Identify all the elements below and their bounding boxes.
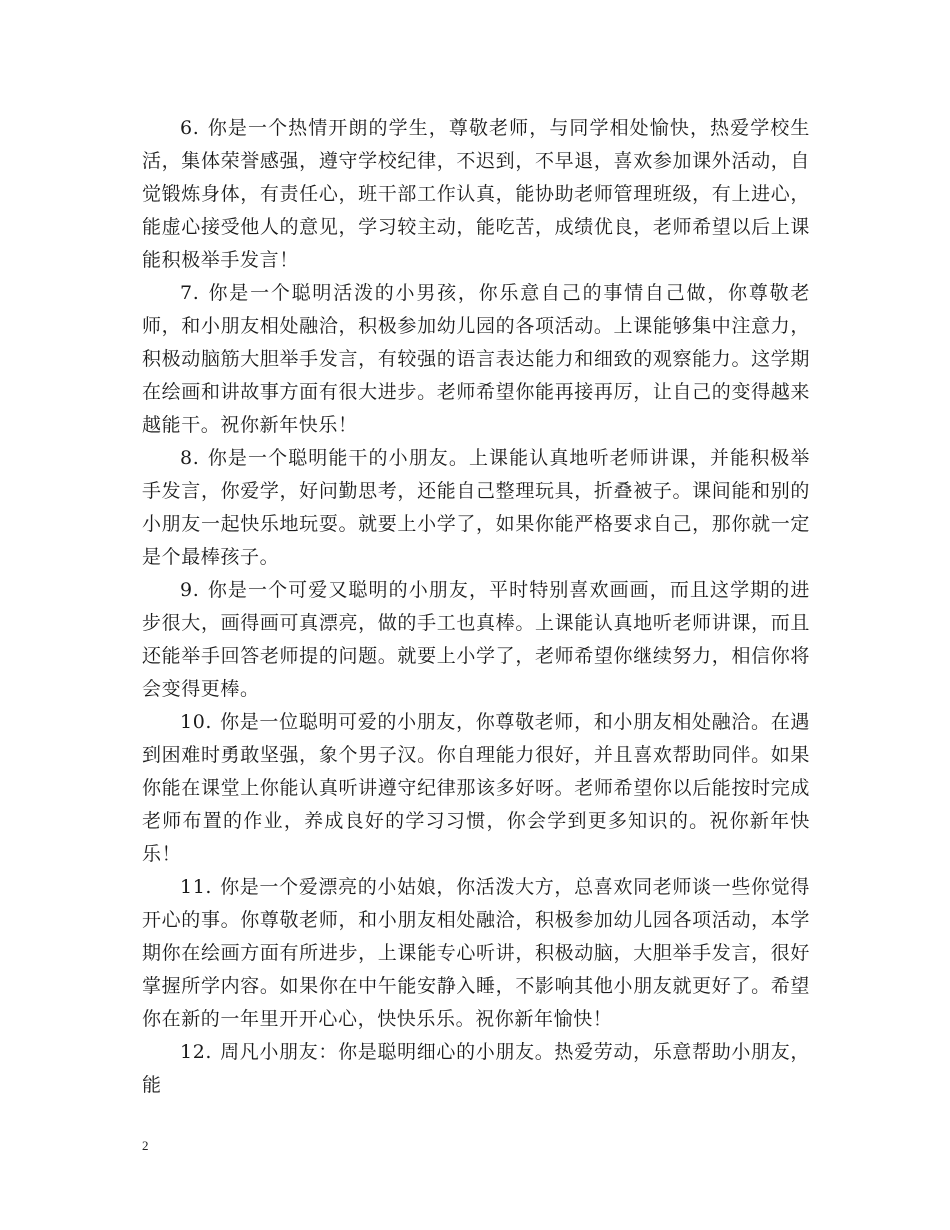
paragraph-8 bbox=[142, 442, 810, 574]
paragraph-9 bbox=[142, 574, 810, 706]
paragraph-number: 11. bbox=[180, 876, 213, 898]
paragraph-number: 9. bbox=[180, 579, 200, 601]
document-body bbox=[142, 112, 810, 1102]
paragraph-text: 你是一个聪明活泼的小男孩，你乐意自己的事情自己做，你尊敬老师，和小朋友相处融洽，积极参加幼儿园的各项活动。上课能够集中注意力，积极动脑筋大胆举手发言，有较强的语言表达能力和细致的观察能力。这学期在绘画和讲故事方面有很大进步。老师希望你能再接再厉，让自己的变得越来越能干。祝你新年快乐！ bbox=[142, 282, 810, 436]
paragraph-text: 你是一个热情开朗的学生，尊敬老师，与同学相处愉快，热爱学校生活，集体荣誉感强，遵守学校纪律，不迟到，不早退，喜欢参加课外活动，自觉锻炼身体，有责任心，班干部工作认真，能协助老师管理班级，有上进心，能虚心接受他人的意见，学习较主动，能吃苦，成绩优良，老师希望以后上课能积极举手发言！ bbox=[142, 117, 810, 271]
paragraph-10 bbox=[142, 706, 810, 871]
paragraph-12 bbox=[142, 1036, 810, 1102]
paragraph-number: 7. bbox=[180, 282, 200, 304]
paragraph-number: 10. bbox=[180, 711, 213, 733]
paragraph-7 bbox=[142, 277, 810, 442]
paragraph-text: 你是一个爱漂亮的小姑娘，你活泼大方，总喜欢同老师谈一些你觉得开心的事。你尊敬老师，和小朋友相处融洽，积极参加幼儿园各项活动，本学期你在绘画方面有所进步，上课能专心听讲，积极动脑，大胆举手发言，很好掌握所学内容。如果你在中午能安静入睡，不影响其他小朋友就更好了。希望你在新的一年里开开心心，快快乐乐。祝你新年愉快！ bbox=[142, 876, 810, 1030]
paragraph-6 bbox=[142, 112, 810, 277]
paragraph-text: 你是一个聪明能干的小朋友。上课能认真地听老师讲课，并能积极举手发言，你爱学，好问勤思考，还能自己整理玩具，折叠被子。课间能和别的小朋友一起快乐地玩耍。就要上小学了，如果你能严格要求自己，那你就一定是个最棒孩子。 bbox=[142, 447, 810, 568]
page-number: 2 bbox=[142, 1138, 149, 1153]
paragraph-number: 6. bbox=[180, 117, 200, 139]
paragraph-number: 8. bbox=[180, 447, 200, 469]
paragraph-text: 周凡小朋友：你是聪明细心的小朋友。热爱劳动，乐意帮助小朋友，能 bbox=[142, 1041, 810, 1096]
paragraph-text: 你是一位聪明可爱的小朋友，你尊敬老师，和小朋友相处融洽。在遇到困难时勇敢坚强，象个男子汉。你自理能力很好，并且喜欢帮助同伴。如果你能在课堂上你能认真听讲遵守纪律那该多好呀。老师希望你以后能按时完成老师布置的作业，养成良好的学习习惯，你会学到更多知识的。祝你新年快乐！ bbox=[142, 711, 810, 865]
paragraph-number: 12. bbox=[180, 1041, 213, 1063]
paragraph-text: 你是一个可爱又聪明的小朋友，平时特别喜欢画画，而且这学期的进步很大，画得画可真漂亮，做的手工也真棒。上课能认真地听老师讲课，而且还能举手回答老师提的问题。就要上小学了，老师希望你继续努力，相信你将会变得更棒。 bbox=[142, 579, 810, 700]
paragraph-11 bbox=[142, 871, 810, 1036]
